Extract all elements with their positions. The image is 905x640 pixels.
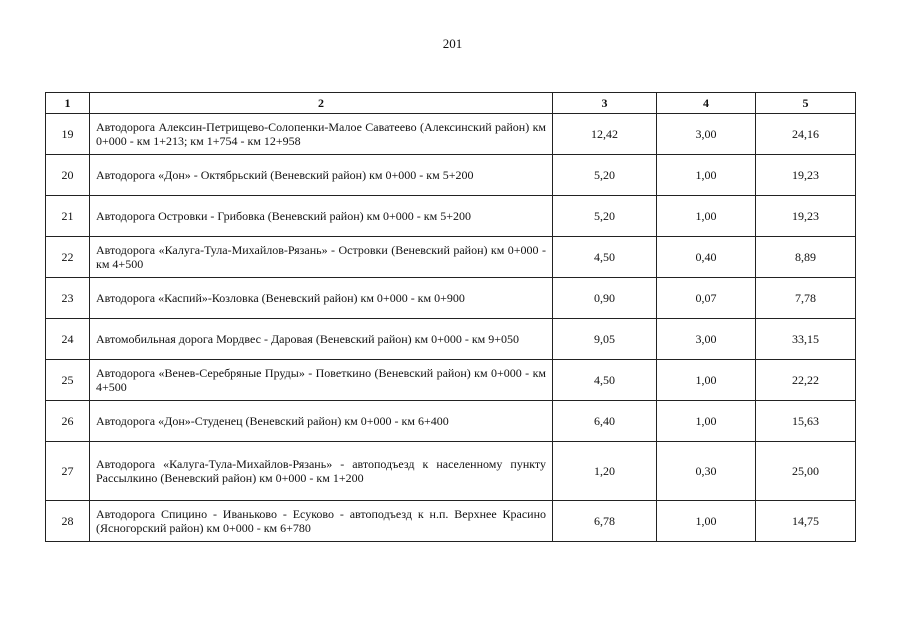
cell-col-5: 14,75 [756,501,856,542]
cell-col-3: 4,50 [553,360,657,401]
cell-col-4: 0,30 [657,442,756,501]
header-col-5: 5 [756,93,856,114]
header-col-2: 2 [90,93,553,114]
row-number: 24 [46,319,90,360]
road-name: Автодорога «Каспий»-Козловка (Веневский район) км 0+000 - км 0+900 [90,278,553,319]
page-number: 201 [442,36,463,51]
cell-col-4: 1,00 [657,155,756,196]
road-name: Автодорога «Венев-Серебряные Пруды» - Поветкино (Веневский район) км 0+000 - км 4+500 [90,360,553,401]
table-row [46,278,856,319]
cell-col-3: 6,78 [553,501,657,542]
table-row [46,237,856,278]
cell-col-3: 1,20 [553,442,657,501]
cell-col-4: 3,00 [657,319,756,360]
row-number: 20 [46,155,90,196]
cell-col-5: 19,23 [756,196,856,237]
row-number: 28 [46,501,90,542]
table-header-row [46,93,856,114]
table-row [46,319,856,360]
cell-col-5: 22,22 [756,360,856,401]
table-row [46,155,856,196]
roads-table [45,92,856,542]
header-col-3: 3 [553,93,657,114]
cell-col-4: 1,00 [657,196,756,237]
table-row [46,196,856,237]
cell-col-3: 6,40 [553,401,657,442]
cell-col-3: 4,50 [553,237,657,278]
cell-col-4: 1,00 [657,401,756,442]
cell-col-4: 1,00 [657,501,756,542]
road-name: Автодорога «Калуга-Тула-Михайлов-Рязань» - автоподъезд к населенному пункту Рассылкино (Веневский район) км 0+000 - км 1+200 [90,442,553,501]
row-number: 25 [46,360,90,401]
road-name: Автодорога Алексин-Петрищево-Солопенки-Малое Саватеево (Алексинский район) км 0+000 - км 1+213; км 1+754 - км 12+958 [90,114,553,155]
cell-col-3: 5,20 [553,196,657,237]
row-number: 22 [46,237,90,278]
cell-col-5: 7,78 [756,278,856,319]
cell-col-3: 12,42 [553,114,657,155]
cell-col-5: 25,00 [756,442,856,501]
cell-col-4: 1,00 [657,360,756,401]
cell-col-3: 0,90 [553,278,657,319]
cell-col-5: 8,89 [756,237,856,278]
road-name: Автодорога Островки - Грибовка (Веневский район) км 0+000 - км 5+200 [90,196,553,237]
table-row [46,401,856,442]
row-number: 23 [46,278,90,319]
table-row [46,501,856,542]
row-number: 21 [46,196,90,237]
table-row [46,360,856,401]
row-number: 19 [46,114,90,155]
row-number: 26 [46,401,90,442]
road-name: Автодорога «Дон»-Студенец (Веневский район) км 0+000 - км 6+400 [90,401,553,442]
header-col-4: 4 [657,93,756,114]
table-row [46,114,856,155]
road-name: Автодорога «Дон» - Октябрьский (Веневский район) км 0+000 - км 5+200 [90,155,553,196]
cell-col-3: 5,20 [553,155,657,196]
cell-col-5: 24,16 [756,114,856,155]
cell-col-3: 9,05 [553,319,657,360]
cell-col-5: 33,15 [756,319,856,360]
cell-col-4: 0,40 [657,237,756,278]
road-name: Автодорога Спицино - Иваньково - Есуково - автоподъезд к н.п. Верхнее Красино (Ясногорский район) км 0+000 - км 6+780 [90,501,553,542]
road-name: Автодорога «Калуга-Тула-Михайлов-Рязань» - Островки (Веневский район) км 0+000 - км 4+500 [90,237,553,278]
row-number: 27 [46,442,90,501]
cell-col-5: 15,63 [756,401,856,442]
header-col-1: 1 [46,93,90,114]
cell-col-4: 0,07 [657,278,756,319]
cell-col-4: 3,00 [657,114,756,155]
table-row [46,442,856,501]
road-name: Автомобильная дорога Мордвес - Даровая (Веневский район) км 0+000 - км 9+050 [90,319,553,360]
cell-col-5: 19,23 [756,155,856,196]
